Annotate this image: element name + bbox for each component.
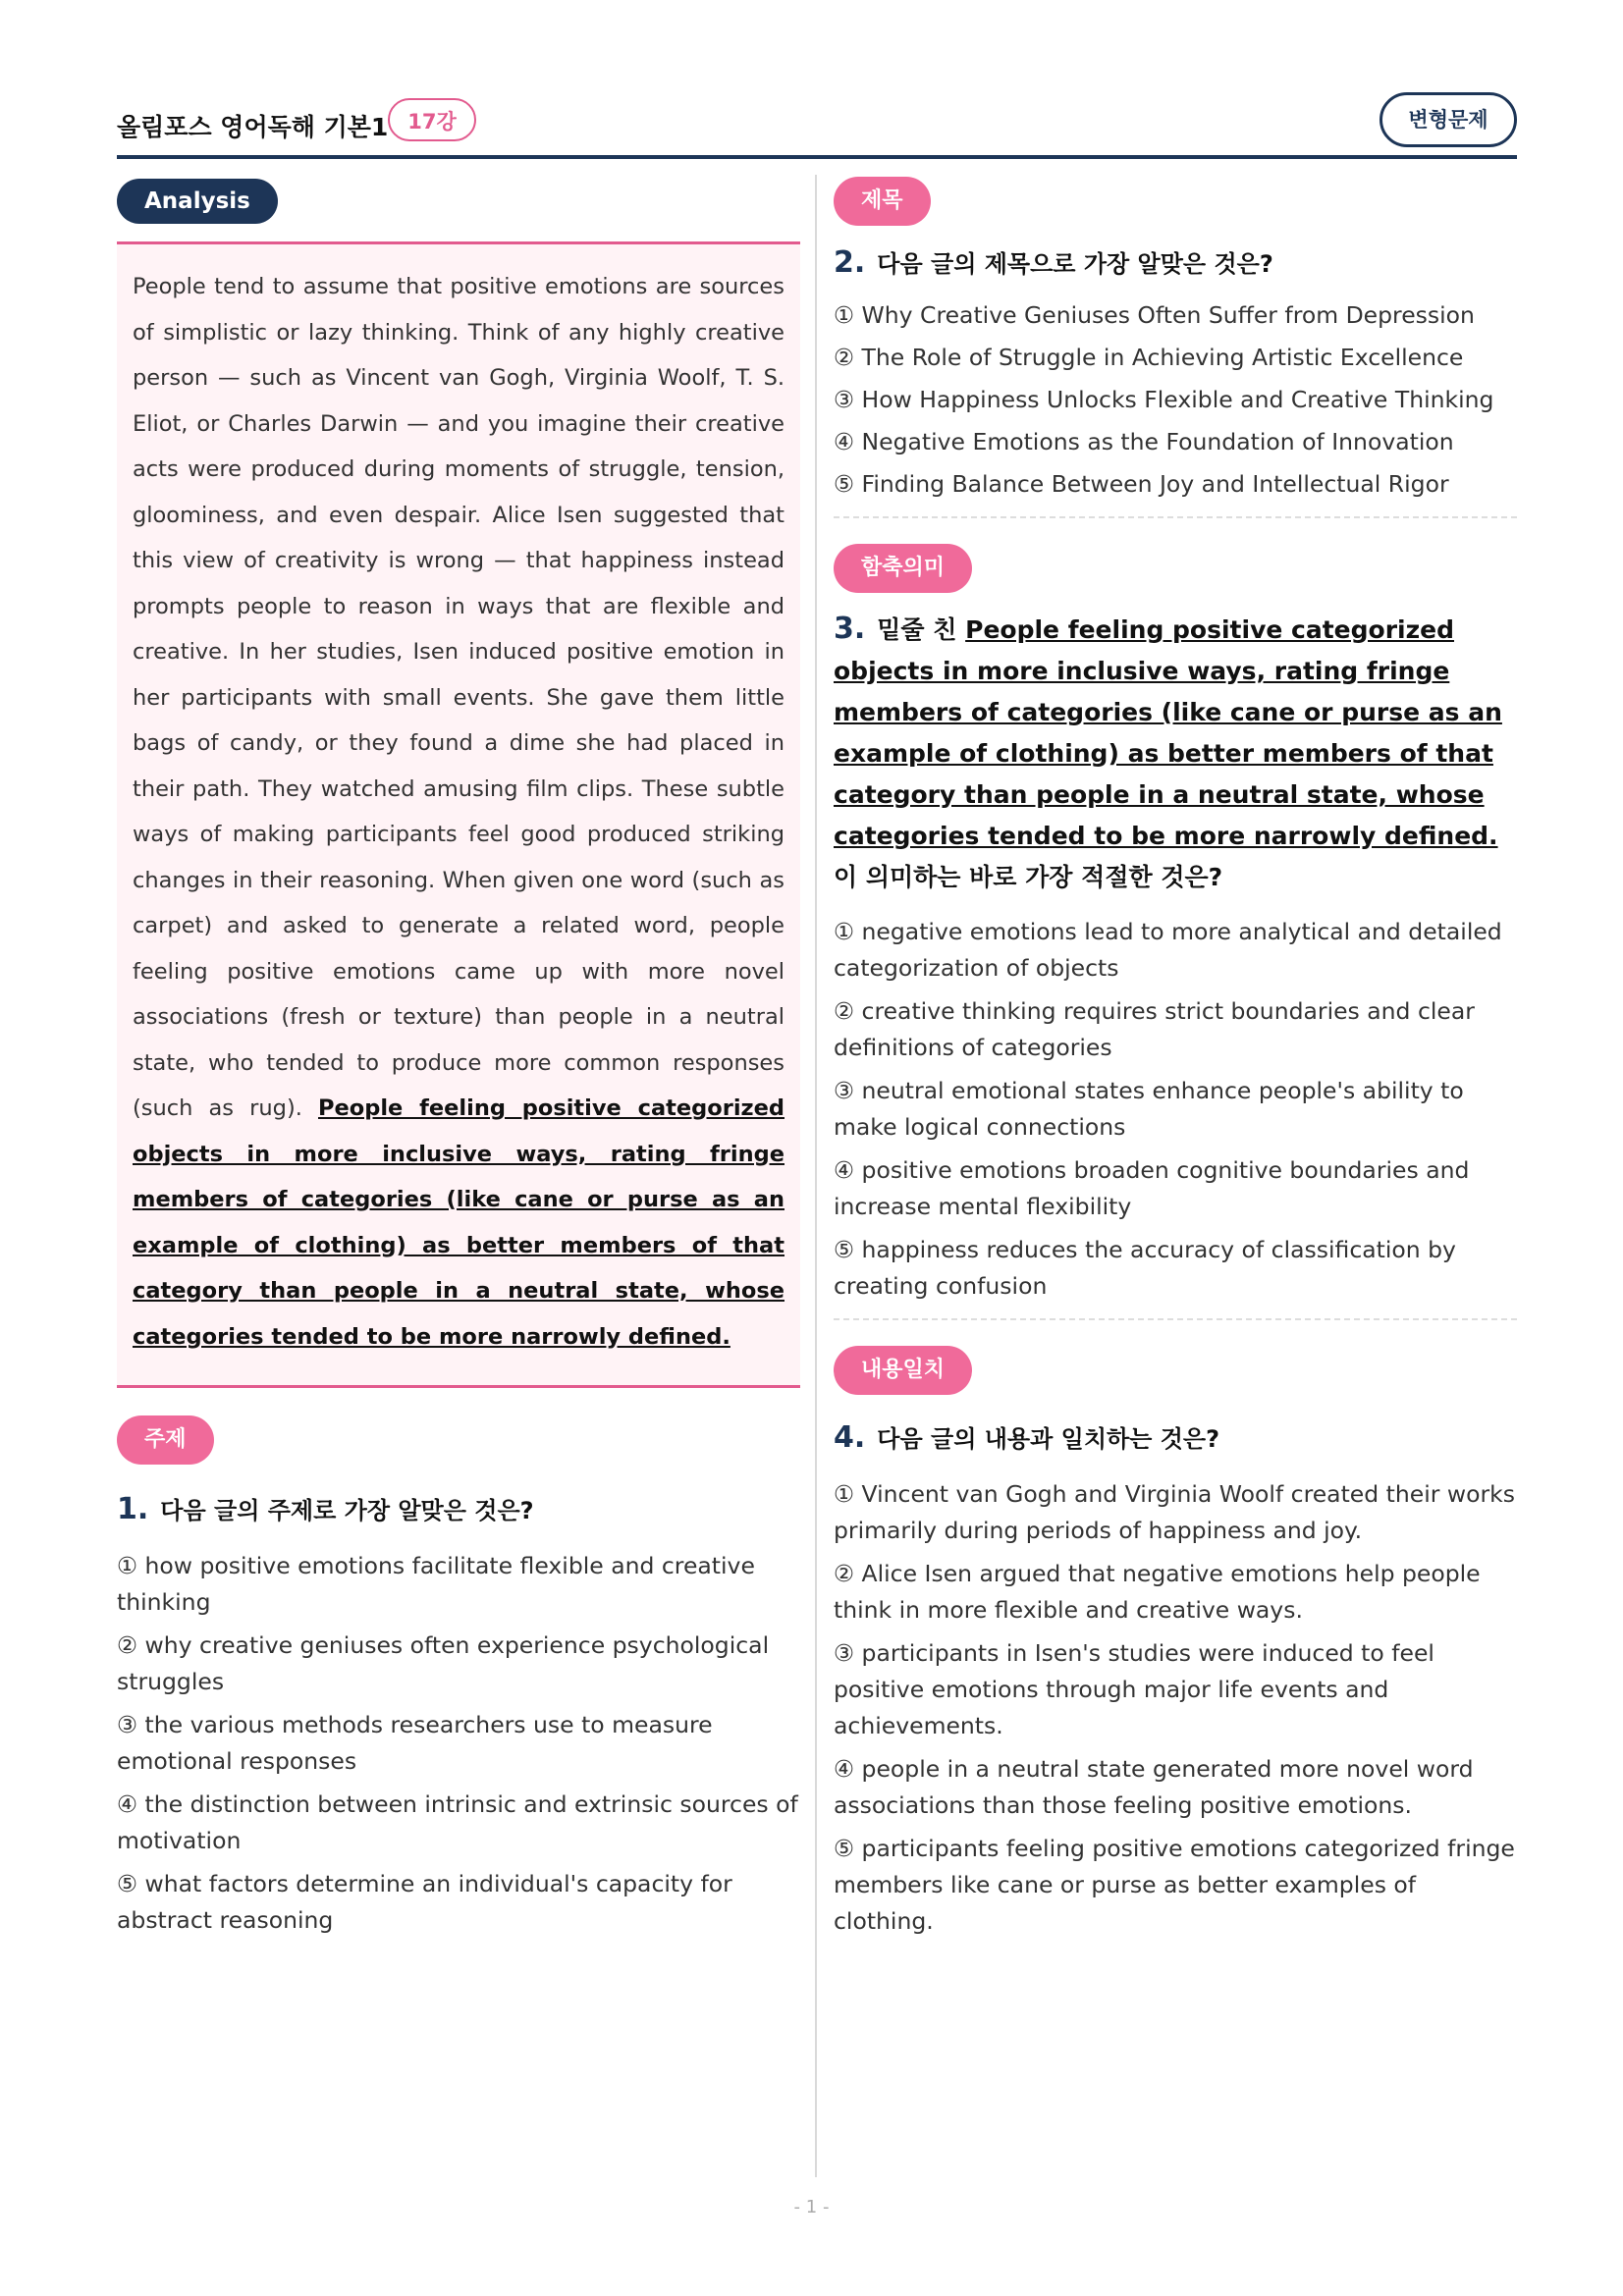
q1-number: 1.: [117, 1492, 149, 1526]
q4-option-5[interactable]: ⑤ participants feeling positive emotions categorized fringe members like cane or purse as better examples of clothing.: [834, 1835, 1515, 1935]
q3-option-1[interactable]: ① negative emotions lead to more analytical and detailed categorization of objects: [834, 918, 1502, 982]
q2-title: [834, 243, 1517, 284]
q1-option-4[interactable]: ④ the distinction between intrinsic and extrinsic sources of motivation: [117, 1790, 798, 1854]
q3-prefix: 밑줄 친: [877, 615, 966, 644]
q3-title: [834, 609, 1517, 898]
q3-option-2[interactable]: ② creative thinking requires strict boundaries and clear definitions of categories: [834, 997, 1475, 1061]
q2-number: 2.: [834, 245, 866, 280]
q4-option-3[interactable]: ③ participants in Isen's studies were induced to feel positive emotions through major life events and achievements.: [834, 1639, 1434, 1739]
question-3: [834, 544, 1517, 1305]
q1-question: 다음 글의 주제로 가장 알맞은 것은?: [160, 1497, 534, 1524]
lesson-badge: 17강: [388, 98, 476, 141]
q4-options: [834, 1476, 1517, 1940]
q1-option-2[interactable]: ② why creative geniuses often experience psychological struggles: [117, 1631, 770, 1695]
q1-tag: 주제: [117, 1415, 214, 1465]
q2-option-5[interactable]: ⑤ Finding Balance Between Joy and Intellectual Rigor: [834, 470, 1449, 498]
question-2: [834, 177, 1517, 503]
q1-option-3[interactable]: ③ the various methods researchers use to measure emotional responses: [117, 1711, 713, 1775]
q2-option-3[interactable]: ③ How Happiness Unlocks Flexible and Creative Thinking: [834, 386, 1494, 413]
right-column: [834, 177, 1517, 1947]
q2-option-2[interactable]: ② The Role of Struggle in Achieving Artistic Excellence: [834, 344, 1464, 371]
q4-option-4[interactable]: ④ people in a neutral state generated more novel word associations than those feeling positive emotions.: [834, 1755, 1474, 1819]
q1-title: [117, 1490, 800, 1530]
q1-option-1[interactable]: ① how positive emotions facilitate flexible and creative thinking: [117, 1552, 755, 1616]
passage-text: People tend to assume that positive emotions are sources of simplistic or lazy thinking. Think of any highly creative person — such as Vincent van Gogh, Virginia Woolf, T. S. Eliot, or Charles Darwin — and you imagine their creative acts were produced during moments of struggle, tension, gloominess, and even despair. Alice Isen suggested that this view of creativity is wrong — that happiness instead prompts people to reason in ways that are flexible and creative. In her studies, Isen induced positive emotion in her participants with small events. She gave them little bags of candy, or they found a dime she had placed in their path. They watched amusing film clips. These subtle ways of making participants feel good produced striking changes in their reasoning. When given one word (such as carpet) and asked to generate a related word, people feeling positive emotions came up with more novel associations (fresh or texture) than people in a neutral state, who tended to produce more common responses (such as rug).: [133, 274, 784, 1121]
passage-underlined: People feeling positive categorized objects in more inclusive ways, rating fringe members of categories (like cane or purse as an example of clothing) as better members of that category than people in a neutral state, whose categories tended to be more narrowly defined.: [133, 1095, 784, 1350]
q2-options: [834, 297, 1517, 503]
q3-option-5[interactable]: ⑤ happiness reduces the accuracy of classification by creating confusion: [834, 1236, 1456, 1300]
divider-dashed: [834, 516, 1517, 518]
q4-tag: 내용일치: [834, 1346, 972, 1395]
q3-option-3[interactable]: ③ neutral emotional states enhance people's ability to make logical connections: [834, 1077, 1464, 1141]
header-rule: [117, 155, 1517, 159]
q3-option-4[interactable]: ④ positive emotions broaden cognitive boundaries and increase mental flexibility: [834, 1156, 1470, 1220]
question-1: [117, 1415, 800, 1939]
divider-dashed-2: [834, 1318, 1517, 1320]
q3-suffix: 이 의미하는 바로 가장 적절한 것은?: [834, 863, 1223, 891]
q4-option-1[interactable]: ① Vincent van Gogh and Virginia Woolf created their works primarily during periods of happiness and joy.: [834, 1480, 1515, 1544]
column-divider: [815, 175, 817, 2177]
q1-option-5[interactable]: ⑤ what factors determine an individual's capacity for abstract reasoning: [117, 1870, 732, 1934]
q3-options: [834, 914, 1517, 1305]
book-title: 올림포스 영어독해 기본1: [117, 113, 389, 141]
q2-option-4[interactable]: ④ Negative Emotions as the Foundation of Innovation: [834, 428, 1454, 455]
question-4: [834, 1346, 1517, 1940]
q4-number: 4.: [834, 1420, 866, 1455]
passage-box: [117, 241, 800, 1388]
analysis-label: Analysis: [117, 179, 278, 224]
q4-title: [834, 1418, 1517, 1459]
q4-option-2[interactable]: ② Alice Isen argued that negative emotions help people think in more flexible and creative ways.: [834, 1560, 1481, 1624]
q3-number: 3.: [834, 612, 866, 646]
q3-tag: 함축의미: [834, 544, 972, 593]
q2-question: 다음 글의 제목으로 가장 알맞은 것은?: [877, 250, 1273, 278]
q2-option-1[interactable]: ① Why Creative Geniuses Often Suffer from Depression: [834, 301, 1475, 329]
passage: [133, 264, 784, 1360]
variant-badge: 변형문제: [1380, 92, 1517, 147]
left-column: [117, 179, 800, 1946]
q4-question: 다음 글의 내용과 일치하는 것은?: [877, 1425, 1220, 1453]
page-header: [117, 96, 1517, 159]
q1-options: [117, 1548, 800, 1939]
page-number: - 1 -: [793, 2197, 830, 2217]
q3-underlined: People feeling positive categorized objects in more inclusive ways, rating fringe members of categories (like cane or purse as an example of clothing) as better members of that category than people in a neutral state, whose categories tended to be more narrowly defined.: [834, 615, 1502, 850]
q2-tag: 제목: [834, 177, 931, 226]
